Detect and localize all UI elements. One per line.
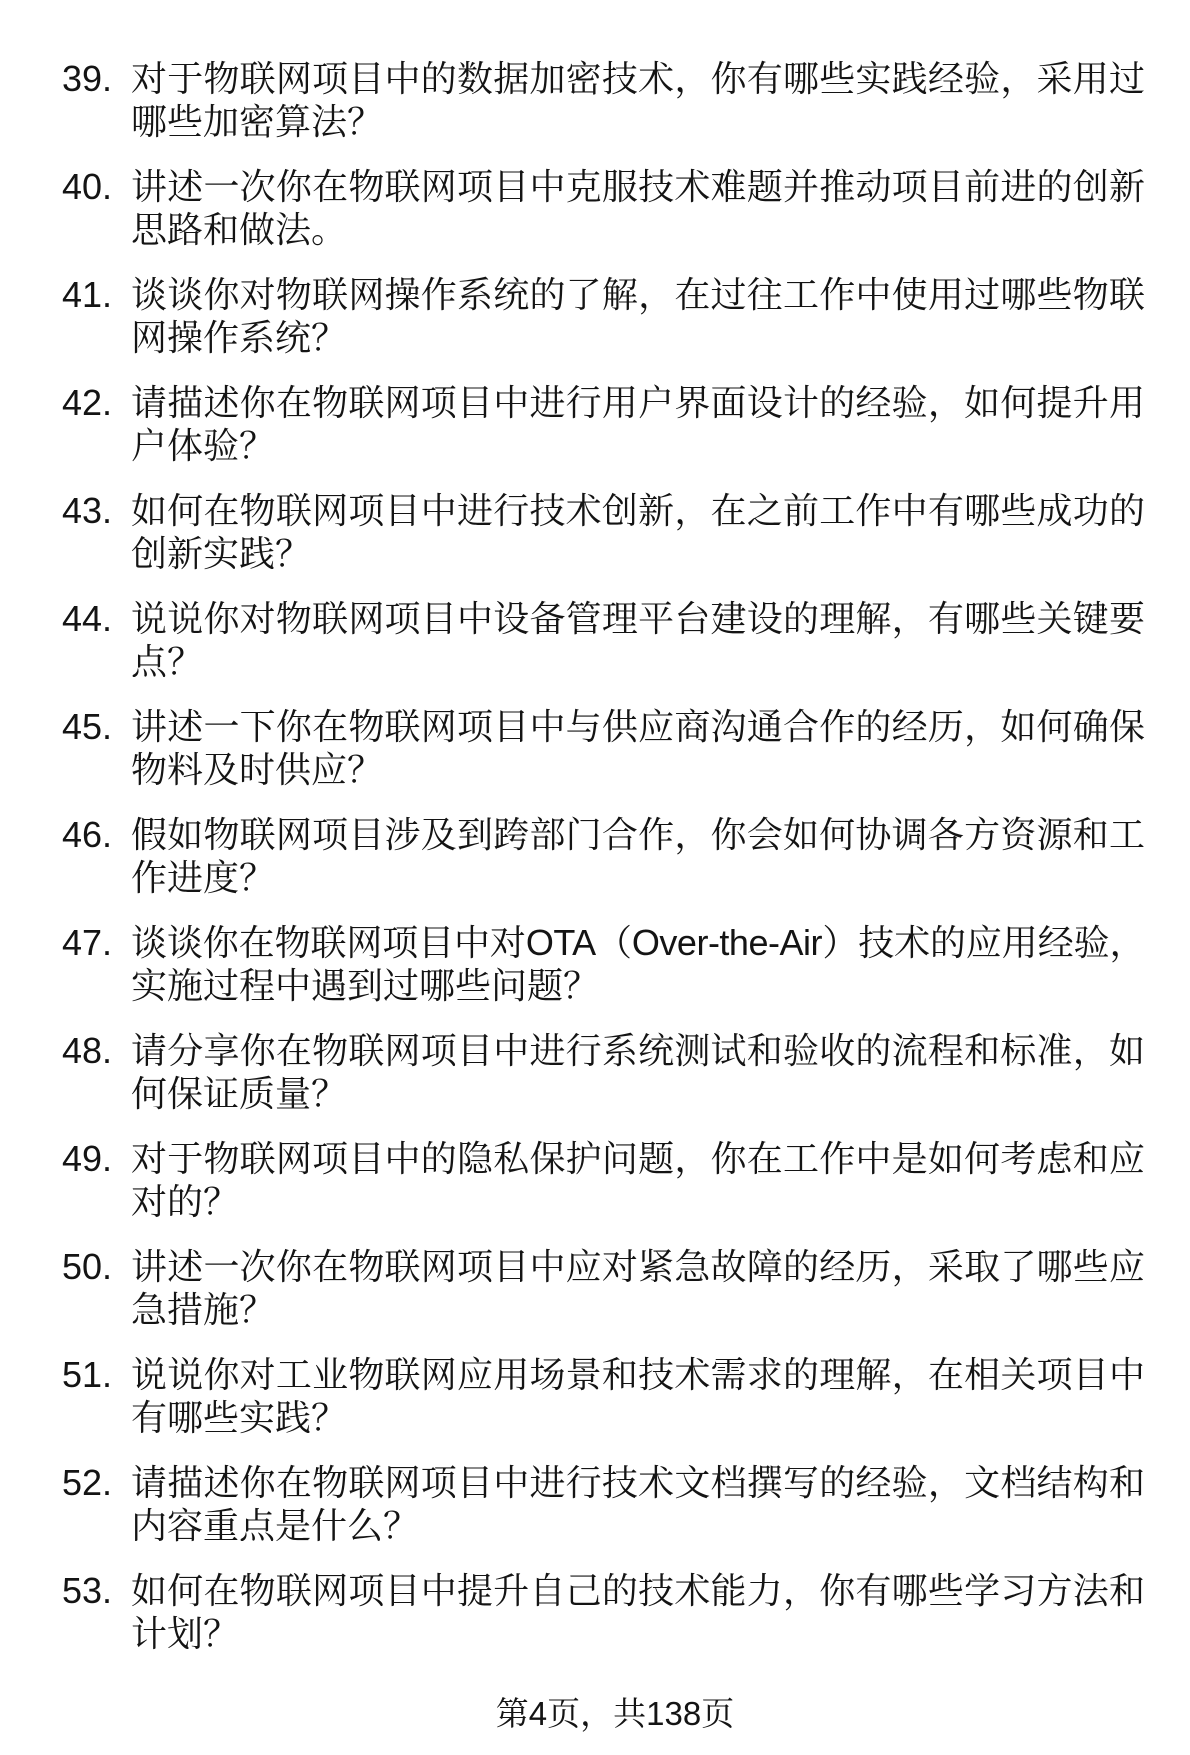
question-item (0, 1461, 1190, 1569)
question-text (131, 273, 1145, 359)
question-line: 谈谈你在物联网项目中对OTA（Over-the-Air）技术的应用经验， (131, 922, 1145, 963)
question-text (131, 1569, 1145, 1655)
question-text (131, 813, 1145, 899)
question-line: 急措施？ (131, 1289, 276, 1330)
question-number: 45. (62, 706, 113, 747)
question-text (131, 1137, 1145, 1223)
question-item (0, 1245, 1190, 1353)
question-number: 46. (62, 814, 113, 855)
question-list (0, 57, 1190, 1677)
question-item (0, 921, 1190, 1029)
question-text (131, 381, 1145, 467)
question-item (0, 597, 1190, 705)
question-text (131, 597, 1145, 683)
question-item (0, 813, 1190, 921)
question-line: 说说你对物联网项目中设备管理平台建设的理解，有哪些关键要 (131, 598, 1145, 639)
question-line: 对的？ (131, 1181, 240, 1222)
question-text (131, 165, 1145, 251)
question-line: 对于物联网项目中的数据加密技术，你有哪些实践经验，采用过 (131, 58, 1145, 99)
question-item (0, 705, 1190, 813)
question-number: 41. (62, 274, 113, 315)
question-line: 讲述一次你在物联网项目中应对紧急故障的经历，采取了哪些应 (131, 1246, 1145, 1287)
question-text (131, 921, 1145, 1007)
question-text (131, 1461, 1145, 1547)
question-number: 44. (62, 598, 113, 639)
question-line: 计划？ (131, 1613, 240, 1654)
question-number: 40. (62, 166, 113, 207)
question-line: 有哪些实践？ (131, 1397, 348, 1438)
question-line: 户体验？ (131, 425, 276, 466)
question-text (131, 57, 1145, 143)
question-number: 42. (62, 382, 113, 423)
question-item (0, 57, 1190, 165)
question-line: 请描述你在物联网项目中进行用户界面设计的经验，如何提升用 (131, 382, 1145, 423)
question-number: 50. (62, 1246, 113, 1287)
question-number: 43. (62, 490, 113, 531)
question-text (131, 1353, 1145, 1439)
question-line: 谈谈你对物联网操作系统的了解，在过往工作中使用过哪些物联 (131, 274, 1145, 315)
question-line: 如何在物联网项目中进行技术创新，在之前工作中有哪些成功的 (131, 490, 1145, 531)
question-line: 请分享你在物联网项目中进行系统测试和验收的流程和标准，如 (131, 1030, 1145, 1071)
question-text (131, 705, 1145, 791)
question-number: 51. (62, 1354, 113, 1395)
question-item (0, 489, 1190, 597)
question-line: 网操作系统？ (131, 317, 348, 358)
question-line: 实施过程中遇到过哪些问题？ (131, 965, 600, 1006)
question-item (0, 381, 1190, 489)
question-line: 如何在物联网项目中提升自己的技术能力，你有哪些学习方法和 (131, 1570, 1145, 1611)
page-number-footer: 第4页，共138页 (495, 1695, 735, 1732)
question-number: 53. (62, 1570, 113, 1611)
question-line: 创新实践？ (131, 533, 312, 574)
question-line: 哪些加密算法？ (131, 101, 384, 142)
question-line: 假如物联网项目涉及到跨部门合作，你会如何协调各方资源和工 (131, 814, 1145, 855)
question-number: 39. (62, 58, 113, 99)
question-item (0, 273, 1190, 381)
question-item (0, 165, 1190, 273)
question-text (131, 1245, 1145, 1331)
question-text (131, 1029, 1145, 1115)
question-line: 点？ (131, 641, 204, 682)
question-number: 48. (62, 1030, 113, 1071)
question-item (0, 1353, 1190, 1461)
question-item (0, 1029, 1190, 1137)
question-line: 对于物联网项目中的隐私保护问题，你在工作中是如何考虑和应 (131, 1138, 1145, 1179)
question-line: 讲述一次你在物联网项目中克服技术难题并推动项目前进的创新 (131, 166, 1145, 207)
question-line: 内容重点是什么？ (131, 1505, 420, 1546)
question-number: 49. (62, 1138, 113, 1179)
question-number: 52. (62, 1462, 113, 1503)
question-line: 说说你对工业物联网应用场景和技术需求的理解，在相关项目中 (131, 1354, 1145, 1395)
question-number: 47. (62, 922, 113, 963)
question-line: 思路和做法。 (131, 209, 348, 250)
question-line: 物料及时供应？ (131, 749, 384, 790)
question-line: 讲述一下你在物联网项目中与供应商沟通合作的经历，如何确保 (131, 706, 1145, 747)
question-item (0, 1569, 1190, 1677)
question-line: 作进度？ (131, 857, 276, 898)
question-item (0, 1137, 1190, 1245)
question-text (131, 489, 1145, 575)
question-line: 请描述你在物联网项目中进行技术文档撰写的经验，文档结构和 (131, 1462, 1145, 1503)
question-line: 何保证质量？ (131, 1073, 348, 1114)
